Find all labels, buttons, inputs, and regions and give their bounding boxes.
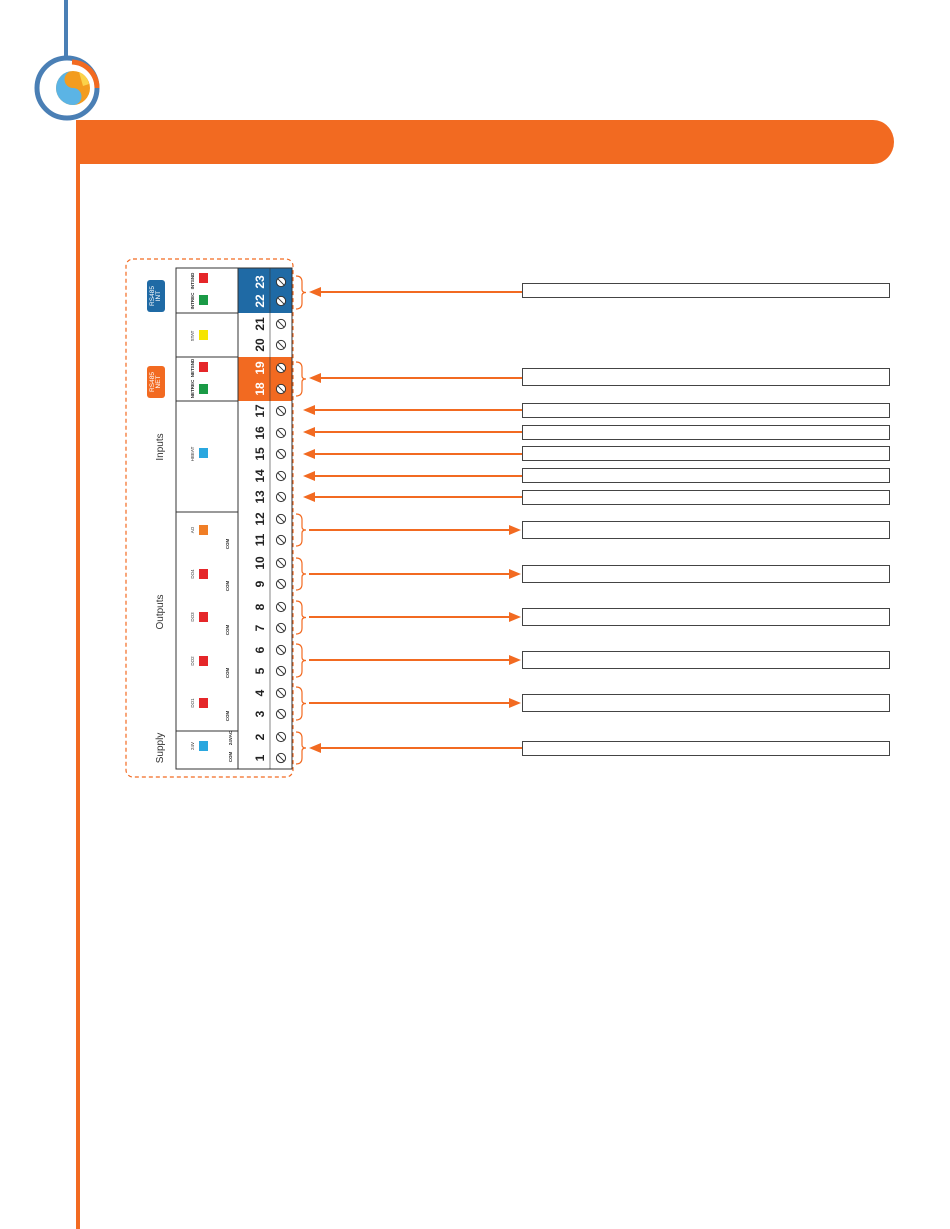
rs485-int-badge xyxy=(147,280,165,312)
screw-terminal-20-icon xyxy=(276,340,285,349)
terminal-number-20: 20 xyxy=(253,338,267,352)
arrow-left-icon xyxy=(309,287,321,297)
com-label-do3: COM xyxy=(224,624,230,636)
screw-terminal-21-icon xyxy=(276,319,285,328)
section-label-outputs: Outputs xyxy=(155,594,166,630)
terminal-number-8: 8 xyxy=(253,603,267,611)
rs485-net-badge-line2: NET xyxy=(155,375,162,389)
terminal-number-2: 2 xyxy=(253,733,267,741)
screw-terminal-11-icon xyxy=(276,535,285,544)
screw-terminal-9-icon xyxy=(276,579,285,588)
led-indicator-intsnd xyxy=(199,273,208,283)
terminal-number-1: 1 xyxy=(253,754,267,762)
led-label-do4: DO4 xyxy=(189,569,195,579)
led-label-stat: STAT xyxy=(189,330,195,342)
screw-terminal-10-icon xyxy=(276,558,285,567)
screw-terminal-7-icon xyxy=(276,623,285,632)
section-label-inputs: Inputs xyxy=(155,433,166,461)
terminal-group-brace xyxy=(296,601,306,634)
led-indicator-do2 xyxy=(199,656,208,666)
arrow-left-icon xyxy=(309,743,321,753)
led-label-do3: DO3 xyxy=(189,612,195,622)
terminal-number-22: 22 xyxy=(253,294,267,308)
arrow-right-icon xyxy=(509,569,521,579)
led-indicator-stat xyxy=(199,330,208,340)
rs485-int-badge-line2: INT xyxy=(155,290,162,302)
com-label-do2: COM xyxy=(224,667,230,679)
screw-terminal-17-icon xyxy=(276,406,285,415)
screw-terminal-6-icon xyxy=(276,645,285,654)
supply-24vac-label: 24VAC xyxy=(227,730,233,746)
screw-terminal-16-icon xyxy=(276,428,285,437)
screw-terminal-3-icon xyxy=(276,709,285,718)
terminal-number-18: 18 xyxy=(253,382,267,396)
connection-box-input-16[interactable] xyxy=(522,425,890,440)
connection-box-rs485-int[interactable] xyxy=(522,283,890,298)
rs485-net-badge-line1: RS485 xyxy=(148,372,156,392)
terminal-group-brace xyxy=(296,644,306,677)
arrow-left-icon xyxy=(303,492,315,502)
led-indicator-hbeat xyxy=(199,448,208,458)
led-indicator-do3 xyxy=(199,612,208,622)
led-label-intsnd: INTSND xyxy=(189,272,195,290)
com-label-supply: COM xyxy=(227,751,233,763)
screw-terminal-2-icon xyxy=(276,732,285,741)
arrow-right-icon xyxy=(509,612,521,622)
connection-box-supply[interactable] xyxy=(522,741,890,756)
screw-terminal-15-icon xyxy=(276,449,285,458)
section-label-supply: Supply xyxy=(155,732,166,764)
terminal-number-19: 19 xyxy=(253,361,267,375)
arrow-left-icon xyxy=(303,405,315,415)
terminal-group-brace xyxy=(296,362,306,396)
screw-terminal-1-icon xyxy=(276,753,285,762)
module-body xyxy=(176,268,292,769)
led-indicator-intrec xyxy=(199,295,208,305)
led-indicator-netrec xyxy=(199,384,208,394)
connection-box-do2[interactable] xyxy=(522,651,890,669)
led-indicator-do4 xyxy=(199,569,208,579)
arrow-right-icon xyxy=(509,655,521,665)
connection-box-input-13[interactable] xyxy=(522,490,890,505)
rs485-int-badge-line1: RS485 xyxy=(148,286,156,306)
arrow-right-icon xyxy=(509,698,521,708)
screw-terminal-8-icon xyxy=(276,602,285,611)
led-indicator-ao xyxy=(199,525,208,535)
arrow-right-icon xyxy=(509,525,521,535)
screw-terminal-13-icon xyxy=(276,492,285,501)
led-indicator-24v xyxy=(199,741,208,751)
terminal-number-9: 9 xyxy=(253,580,267,588)
arrow-left-icon xyxy=(303,427,315,437)
terminal-group-brace xyxy=(296,514,306,546)
terminal-group-brace xyxy=(296,276,306,309)
led-indicator-do1 xyxy=(199,698,208,708)
screw-terminal-19-icon xyxy=(276,363,285,372)
screw-terminal-4-icon xyxy=(276,688,285,697)
screw-terminal-12-icon xyxy=(276,514,285,523)
terminal-number-5: 5 xyxy=(253,667,267,675)
terminal-group-brace xyxy=(296,732,306,764)
arrow-left-icon xyxy=(309,373,321,383)
screw-terminal-14-icon xyxy=(276,471,285,480)
arrow-left-icon xyxy=(303,449,315,459)
terminal-number-16: 16 xyxy=(253,426,267,440)
led-label-hbeat: HBEAT xyxy=(189,446,195,462)
screw-terminal-22-icon xyxy=(276,296,285,305)
screw-terminal-18-icon xyxy=(276,384,285,393)
com-label-do1: COM xyxy=(224,710,230,722)
connection-box-ao[interactable] xyxy=(522,521,890,539)
connection-box-do3[interactable] xyxy=(522,608,890,626)
connection-box-do1[interactable] xyxy=(522,694,890,712)
terminal-number-3: 3 xyxy=(253,710,267,718)
terminal-number-14: 14 xyxy=(253,469,267,483)
connection-box-rs485-net[interactable] xyxy=(522,368,890,386)
terminal-number-23: 23 xyxy=(253,275,267,289)
connection-box-do4[interactable] xyxy=(522,565,890,583)
arrow-left-icon xyxy=(303,471,315,481)
led-label-netsnd: NETSND xyxy=(189,358,195,378)
screw-terminal-5-icon xyxy=(276,666,285,675)
terminal-number-4: 4 xyxy=(253,689,267,697)
led-label-24v: 24V xyxy=(189,741,195,751)
led-label-ao: AO xyxy=(189,526,195,534)
led-label-netrec: NETREC xyxy=(189,379,195,399)
com-label-do4: COM xyxy=(224,580,230,592)
com-label-ao: COM xyxy=(224,538,230,550)
terminal-group-brace xyxy=(296,687,306,720)
screw-terminal-23-icon xyxy=(276,277,285,286)
terminal-group-brace xyxy=(296,558,306,590)
connection-box-input-17[interactable] xyxy=(522,403,890,418)
led-indicator-netsnd xyxy=(199,362,208,372)
led-label-intrec: INTREC xyxy=(189,292,195,310)
terminal-number-11: 11 xyxy=(253,533,267,547)
terminal-number-13: 13 xyxy=(253,490,267,504)
connection-box-input-15[interactable] xyxy=(522,446,890,461)
led-label-do1: DO1 xyxy=(189,698,195,708)
terminal-number-10: 10 xyxy=(253,556,267,570)
terminal-number-12: 12 xyxy=(253,512,267,526)
connection-box-input-14[interactable] xyxy=(522,468,890,483)
terminal-number-15: 15 xyxy=(253,447,267,461)
led-label-do2: DO2 xyxy=(189,656,195,666)
terminal-number-6: 6 xyxy=(253,646,267,654)
terminal-number-17: 17 xyxy=(253,404,267,418)
rs485-net-badge xyxy=(147,366,165,398)
terminal-number-21: 21 xyxy=(253,317,267,331)
dashed-frame xyxy=(126,259,293,777)
terminal-number-7: 7 xyxy=(253,624,267,632)
